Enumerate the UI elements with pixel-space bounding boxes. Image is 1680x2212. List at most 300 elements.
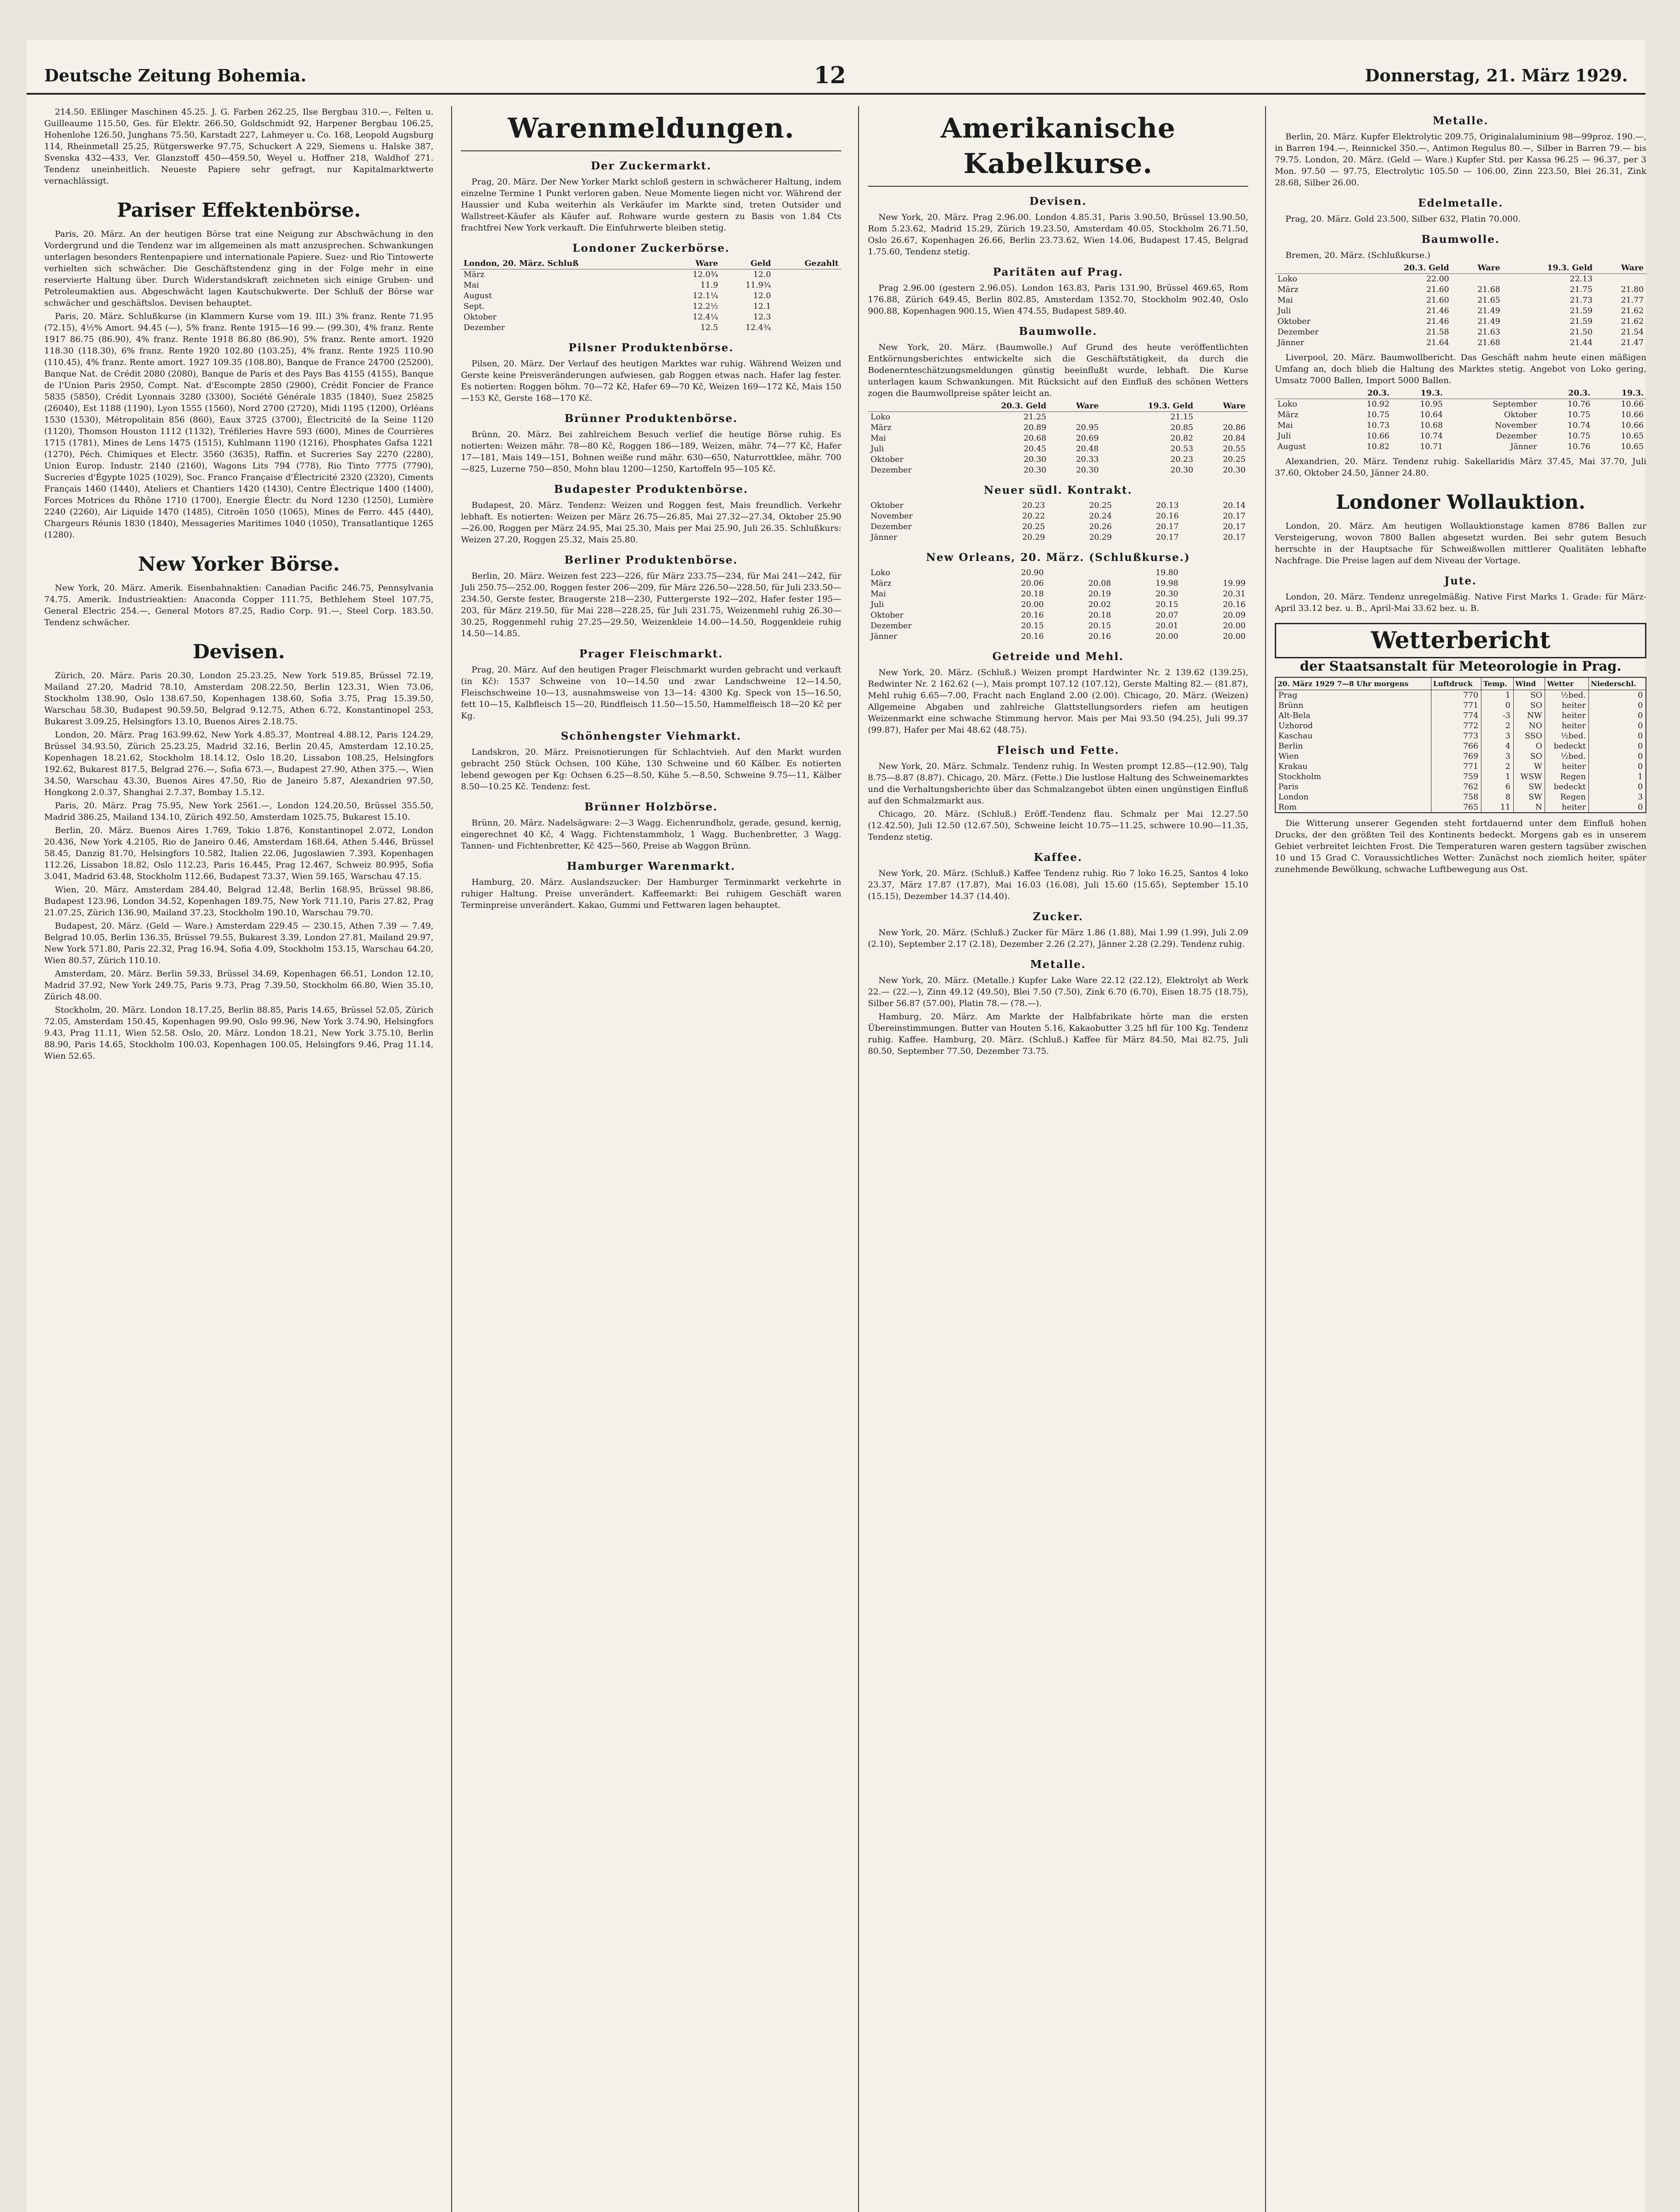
table-cell: SO — [1513, 690, 1545, 701]
table-header-cell: 19.3. — [1593, 388, 1646, 399]
table-cell: 21.59 — [1569, 317, 1593, 326]
liverpool-table — [1275, 388, 1646, 452]
table-cell: 21.65 — [1477, 296, 1500, 305]
table-cell: 20.14 — [1223, 501, 1246, 510]
table-cell: 21.60 — [1426, 296, 1449, 305]
table-row — [1275, 274, 1646, 285]
table-cell: 20.48 — [1076, 444, 1099, 453]
table-cell: 758 — [1431, 792, 1481, 802]
brunn-paragraph: Brünn, 20. März. Bei zahlreichem Besuch verlief die heutige Börse ruhig. Es notierten: Weizen mähr. 78—80 Kč, Roggen 186—189, Weizen, mähr. 74—77 Kč, Hafer 17—181, Mais 149—151, Bohnen weiße rund mähr. 630—650, Naturrottklee, mähr. 700—825, Luzerne 750—850, Mohn blau 1200—1250, Kartoffeln 95—105 Kč. — [461, 430, 841, 474]
table-cell: 20.19 — [1088, 589, 1111, 599]
table-cell: Oktober — [871, 611, 904, 620]
table-cell: 766 — [1431, 741, 1481, 751]
table-cell: 770 — [1431, 690, 1481, 701]
table-cell: 12.1¼ — [692, 291, 718, 300]
meat-fats-paragraph: New York, 20. März. Schmalz. Tendenz ruhig. In Westen prompt 12.85—(12.90), Talg 8.75—8.87 (8.87). Chicago, 20. März. (Fette.) Die lustlose Haltung des Schweinemarktes und die Verhaltungsberichte über das Schmalzangebot übten einen ungünstigen Einfluß auf den Schmalzmarkt aus. — [868, 761, 1248, 806]
table-cell: O — [1513, 741, 1545, 751]
table-cell: Jänner — [871, 632, 898, 641]
table-cell: SO — [1513, 751, 1545, 761]
table-cell: N — [1513, 802, 1545, 813]
table-cell: 0 — [1589, 710, 1646, 721]
table-cell: 21.49 — [1477, 317, 1500, 326]
table-cell: August — [1277, 442, 1306, 451]
table-cell: Kaschau — [1275, 731, 1431, 741]
table-cell: 0 — [1589, 690, 1646, 701]
table-row — [868, 522, 1248, 532]
table-header-cell: Niederschl. — [1589, 677, 1646, 690]
table-cell: Oktober — [1277, 317, 1311, 326]
table-cell: 21.44 — [1569, 338, 1593, 347]
table-cell: Dezember — [871, 465, 912, 475]
table-row — [1275, 399, 1646, 410]
table-cell: Dezember — [1496, 431, 1537, 441]
table-cell: Jänner — [1510, 442, 1537, 451]
table-cell: 20.45 — [1023, 444, 1047, 453]
table-cell: Oktober — [464, 312, 497, 322]
divider — [868, 186, 1248, 187]
table-row — [868, 631, 1248, 642]
table-cell: heiter — [1545, 761, 1589, 772]
table-cell: 20.15 — [1088, 621, 1111, 630]
wool-auction-title: Londoner Wollauktion. — [1335, 491, 1586, 514]
table-cell: Krakau — [1275, 761, 1431, 772]
table-cell: Loko — [871, 568, 890, 577]
timber-title: Brünner Holzbörse. — [584, 800, 718, 813]
new-orleans-table — [868, 568, 1248, 642]
table-cell: Wien — [1275, 751, 1431, 761]
table-row — [1275, 802, 1646, 813]
paris-paragraph: Paris, 20. März. An der heutigen Börse trat eine Neigung zur Abschwächung in den Vordergrund und die Tendenz war im allgemeinen als matt anzusprechen. Schwankungen unterlagen besonders Rentenpapiere und internationale Papiere. Suez- und Rio Tintowerte verhielten sich schwächer. Die Geschäftstendenz ging in der Folge mehr in eine reservierte Haltung über. Durch Widerstandskraft zeichneten sich einige Gruben- und Petroleumaktien aus. Abgeschwächt lagen Kautschukwerte. Der Schluß der Börse war schwächer und geschäftslos. Devisen behauptet. — [44, 229, 433, 308]
table-header-cell: Ware — [1196, 401, 1248, 412]
table-header-cell: 19.3. Geld — [1101, 401, 1196, 412]
new-orleans-title: New Orleans, 20. März. (Schlußkurse.) — [926, 551, 1190, 564]
table-cell: Jänner — [1277, 338, 1304, 347]
hamburg-paragraph: Hamburg, 20. März. Auslandszucker: Der Hamburger Terminmarkt verkehrte in ruhiger Haltung. Preise unverändert. Kaffeemarkt: Bei ruhigem Geschäft waren Terminpreise unverändert. Kakao, Gummi und Fettwaren lagen behauptet. — [461, 877, 841, 910]
table-cell: 12.1 — [753, 302, 771, 311]
table-row — [1275, 741, 1646, 751]
table-cell: 20.55 — [1223, 444, 1246, 453]
table-cell: 10.76 — [1567, 442, 1591, 451]
table-cell: 0 — [1589, 721, 1646, 731]
table-row — [868, 465, 1248, 476]
london-sugar-table — [461, 258, 841, 333]
ny-section-title: New Yorker Börse. — [138, 553, 340, 576]
table-cell — [774, 312, 841, 323]
table-cell: Juli — [1277, 306, 1291, 315]
table-cell: 20.84 — [1223, 434, 1246, 443]
table-cell: 20.16 — [1156, 511, 1179, 521]
table-cell: 11 — [1481, 802, 1514, 813]
table-cell: 20.25 — [1223, 455, 1246, 464]
table-row — [868, 422, 1248, 433]
table-cell: 20.17 — [1223, 511, 1246, 521]
cotton-title: Baumwolle. — [1019, 325, 1097, 338]
table-header-cell: 19.3. Geld — [1503, 263, 1596, 274]
table-cell: März — [1277, 285, 1299, 294]
coffee-title: Kaffee. — [1034, 851, 1082, 864]
table-cell — [774, 291, 841, 301]
table-cell: heiter — [1545, 700, 1589, 710]
column-commodities — [451, 106, 841, 2212]
table-cell: Regen — [1545, 772, 1589, 782]
table-cell: SO — [1513, 700, 1545, 710]
table-cell: Mai — [464, 280, 479, 290]
table-cell: Loko — [1277, 274, 1297, 284]
table-cell: 20.17 — [1223, 533, 1246, 542]
table-cell: 20.30 — [1223, 465, 1246, 475]
meat-market-paragraph: Prag, 20. März. Auf den heutigen Prager Fleischmarkt wurden gebracht und verkauft (in Kč): 1537 Schweine von 10—14.50 und zwar Landschweine 12—14.50, Fleischschweine 10—13, ausnahmsweise von 13—14: 4300 Kg. Speck von 15—16.50, fett 10—15, Kalbfleisch 15—20, Rindfleisch 11.50—15.50, Hammelfleisch 18—20 Kč per Kg. — [461, 665, 841, 721]
table-cell: 20.30 — [1023, 455, 1047, 464]
table-cell: 1 — [1589, 772, 1646, 782]
paris-section-title: Pariser Effektenbörse. — [117, 199, 361, 222]
bremen-label: Bremen, 20. März. (Schlußkurse.) — [1285, 250, 1431, 260]
meat-market-title: Prager Fleischmarkt. — [579, 647, 723, 660]
table-row — [1275, 338, 1646, 348]
table-row — [461, 301, 841, 312]
table-row — [1275, 761, 1646, 772]
table-cell: 12.3 — [753, 312, 771, 322]
devisen-paris: Paris, 20. März. Prag 75.95, New York 2561.—, London 124.20.50, Brüssel 355.50, Madrid 386.25, Mailand 134.10, Zürich 492.50, Amsterdam 1025.75, Bukarest 15.10. — [44, 801, 433, 822]
sugar-ny-paragraph: New York, 20. März. (Schluß.) Zucker für März 1.86 (1.88), Mai 1.99 (1.99), Juli 2.09 (2.10), September 2.17 (2.18), Dezember 2.26 (2.27), Jänner 2.28 (2.29). Tendenz ruhig. — [868, 928, 1248, 949]
commodities-title: Warenmeldungen. — [507, 112, 795, 144]
table-cell: 0 — [1589, 782, 1646, 792]
table-cell: 2 — [1481, 761, 1514, 772]
table-cell: 20.00 — [1021, 600, 1044, 609]
table-cell: 21.77 — [1621, 296, 1644, 305]
table-cell: 20.89 — [1023, 423, 1047, 432]
table-cell: 20.16 — [1021, 611, 1044, 620]
table-cell: 22.13 — [1569, 274, 1593, 284]
table-row — [868, 578, 1248, 589]
table-cell: Dezember — [871, 621, 912, 630]
table-cell: 3 — [1481, 751, 1514, 761]
table-cell: 21.62 — [1621, 306, 1644, 315]
table-cell: 20.06 — [1021, 579, 1044, 588]
parity-title: Paritäten auf Prag. — [993, 265, 1124, 278]
table-cell: 20.00 — [1223, 632, 1246, 641]
table-row — [461, 280, 841, 291]
table-cell: 20.30 — [1155, 589, 1178, 599]
table-cell: 21.80 — [1621, 285, 1644, 294]
southern-contract-table — [868, 500, 1248, 543]
table-header-cell: Wind — [1513, 677, 1545, 690]
weather-report-title: Wetterbericht — [1275, 623, 1646, 658]
table-cell: 20.90 — [1021, 568, 1044, 577]
table-header-cell: Ware — [1595, 263, 1646, 274]
table-cell: Uzhorod — [1275, 721, 1431, 731]
table-cell: WSW — [1513, 772, 1545, 782]
table-row — [1275, 420, 1646, 431]
table-cell: 21.68 — [1477, 338, 1500, 347]
table-cell: 3 — [1481, 731, 1514, 741]
newspaper-page — [27, 40, 1645, 2212]
table-cell: August — [464, 291, 492, 300]
devisen-budapest: Budapest, 20. März. (Geld — Ware.) Amsterdam 229.45 — 230.15, Athen 7.39 — 7.49, Belgrad 10.05, Berlin 136.35, Brüssel 79.55, Bukarest 3.39, London 27.81, Mailand 29.97, New York 571.80, Paris 22.32, Prag 16.94, Sofia 4.09, Stockholm 153.15, Warschau 64.20, Wien 80.57, Zürich 110.10. — [44, 921, 433, 965]
table-cell: 20.82 — [1170, 434, 1193, 443]
table-cell: Regen — [1545, 792, 1589, 802]
table-cell: 21.62 — [1621, 317, 1644, 326]
table-cell — [774, 280, 841, 291]
table-cell: 12.0 — [753, 270, 771, 279]
table-cell: Mai — [1277, 296, 1293, 305]
table-cell: 771 — [1431, 700, 1481, 710]
devisen-amsterdam: Amsterdam, 20. März. Berlin 59.33, Brüssel 34.69, Kopenhagen 66.51, London 12.10, Madrid 37.92, New York 249.75, Paris 9.73, Prag 7.39.50, Stockholm 66.80, Wien 35.10, Zürich 48.00. — [44, 969, 433, 1002]
table-cell: 19.80 — [1155, 568, 1178, 577]
table-cell: 20.69 — [1076, 434, 1099, 443]
table-cell: 10.68 — [1420, 421, 1443, 430]
table-cell: 22.00 — [1426, 274, 1449, 284]
table-cell: 10.82 — [1366, 442, 1390, 451]
table-cell: 769 — [1431, 751, 1481, 761]
table-cell: 762 — [1431, 782, 1481, 792]
chicago-paragraph: Chicago, 20. März. (Schluß.) Eröff.-Tendenz flau. Schmalz per Mai 12.27.50 (12.42.50), Juli 12.50 (12.67.50), Schweine leicht 10.75—11.25, schwere 10.90—11.35, Tendenz stetig. — [868, 809, 1248, 842]
table-cell: NO — [1513, 721, 1545, 731]
table-header-cell: London, 20. März. Schluß — [461, 258, 668, 269]
table-row — [1275, 772, 1646, 782]
table-cell: 773 — [1431, 731, 1481, 741]
metals-ny-title: Metalle. — [1030, 958, 1086, 971]
parity-paragraph: Prag 2.96.00 (gestern 2.96.05). London 163.83, Paris 131.90, Brüssel 469.65, Rom 176.88, Zürich 649.45, Berlin 802.85, Amsterdam 1352.70, Stockholm 902.40, Oslo 900.88, Kopenhagen 900.15, Wien 474.55, Budapest 589.40. — [868, 283, 1248, 316]
table-row — [868, 454, 1248, 465]
table-cell: 0 — [1589, 761, 1646, 772]
table-cell: Mai — [1277, 421, 1293, 430]
table-cell: 765 — [1431, 802, 1481, 813]
table-row — [1275, 710, 1646, 721]
table-row — [1275, 731, 1646, 741]
devisen-london: London, 20. März. Prag 163.99.62, New York 4.85.37, Montreal 4.88.12, Paris 124.29, Brüssel 34.93.50, Zürich 25.23.25, Madrid 32.16, Berlin 20.45, Amsterdam 12.10.25, Kopenhagen 18.21.62, Stockholm 18.14.12, Oslo 18.20, Lissabon 108.25, Helsingfors 192.62, Bukarest 817.5, Belgrad 276.—, Sofia 673.—, Budapest 27.90, Athen 375.—, Wien 34.50, Warschau 43.30, Buenos Aires 47.50, Rio de Janeiro 5.87, Alexandrien 97.50, Hongkong 2.0.37, Shanghai 2.7.37, Bombay 1.5.12. — [44, 730, 433, 797]
table-cell: November — [1495, 421, 1537, 430]
devisen-paragraph: New York, 20. März. Prag 2.96.00. London 4.85.31, Paris 3.90.50, Brüssel 13.90.50, Rom 5.23.62, Madrid 15.29, Zürich 19.23.50, Amsterdam 40.05, Stockholm 26.71.50, Oslo 26.67, Kopenhagen 26.66, Berlin 23.73.62, Wien 14.06, Budapest 17.45, Belgrad 1.75.60, Tendenz stetig. — [868, 212, 1248, 257]
table-cell: 10.71 — [1420, 442, 1443, 451]
weather-report-subtitle: der Staatsanstalt für Meteorologie in Prag. — [1300, 659, 1622, 674]
table-cell: 20.24 — [1089, 511, 1112, 521]
table-cell: März — [871, 579, 892, 588]
ny-paragraph: New York, 20. März. Amerik. Eisenbahnaktien: Canadian Pacific 246.75, Pennsylvania 74.75. Amerik. Industrieaktien: Anaconda Copper 111.75, Bethlehem Steel 107.75, General Electric 254.—, General Motors 87.25, Radio Corp. 91.—, Steel Corp. 183.50. Tendenz schwächer. — [44, 583, 433, 627]
table-row — [1275, 792, 1646, 802]
table-cell: 21.54 — [1621, 327, 1644, 337]
wool-auction-paragraph: London, 20. März. Am heutigen Wollauktionstage kamen 8786 Ballen zur Versteigerung, wovon 7800 Ballen abgesetzt wurden. Bei sehr gutem Besuch herrschte in der Hauptsache für Schweißwollen mittlerer Qualitäten lebhafte Nachfrage. Die Preise lagen auf dem Niveau der Vortage. — [1275, 521, 1646, 565]
table-cell — [1049, 412, 1101, 423]
budapest-title: Budapester Produktenbörse. — [554, 483, 748, 495]
budapest-paragraph: Budapest, 20. März. Tendenz: Weizen und Roggen fest, Mais freundlich. Verkehr lebhaft. Es notierten: Weizen per März 26.75—26.85, Mai 27.32—27.34, Oktober 25.90—26.00, Roggen per März 24.95, Mai 25.30, Mais per Mai 25.90, Juli 26.35. Schlußkurs: Weizen 27.20, Roggen 25.32, Mais 25.80. — [461, 500, 841, 545]
table-cell: 20.31 — [1223, 589, 1246, 599]
table-cell — [1595, 274, 1646, 285]
table-header-cell: Luftdruck — [1431, 677, 1481, 690]
table-header-cell: 19.3. — [1392, 388, 1446, 399]
liverpool-paragraph: Liverpool, 20. März. Baumwollbericht. Das Geschäft nahm heute einen mäßigen Umfang an, doch blieb die Haltung des Marktes stetig. Angebot von Loko gering, Umsatz 7000 Ballen, Import 5000 Ballen. — [1275, 353, 1646, 385]
table-row — [868, 589, 1248, 599]
devisen-title: Devisen. — [1029, 195, 1087, 207]
cotton-paragraph: New York, 20. März. (Baumwolle.) Auf Grund des heute veröffentlichten Entkörnungsberichtes entwickelte sich die Geschäftstätigkeit, da durch die Bodenernteschätzungsmeldungen günstig beeinflußt wurde, lebhaft. Die Kurse unterlagen kaum Schwankungen. Mit Rücksicht auf den Einfluß des schönen Wetters zogen die Baumwollpreise später leicht an. — [868, 342, 1248, 398]
table-cell: März — [1277, 410, 1299, 419]
bremen-table — [1275, 263, 1646, 348]
table-cell: 20.26 — [1089, 522, 1112, 531]
table-cell: 10.74 — [1420, 431, 1443, 441]
table-row — [461, 312, 841, 323]
table-cell: 20.16 — [1088, 632, 1111, 641]
sugar-ny-title: Zucker. — [1032, 910, 1084, 923]
table-row — [868, 444, 1248, 454]
table-row — [868, 511, 1248, 522]
precious-metals-title: Edelmetalle. — [1418, 196, 1504, 209]
table-cell: SSO — [1513, 731, 1545, 741]
table-cell: Juli — [871, 600, 884, 609]
table-cell: 21.59 — [1569, 306, 1593, 315]
jute-title: Jute. — [1444, 574, 1477, 587]
table-cell: 772 — [1431, 721, 1481, 731]
table-cell: 20.18 — [1088, 611, 1111, 620]
brunn-title: Brünner Produktenbörse. — [564, 412, 738, 425]
sugar-title: Der Zuckermarkt. — [591, 159, 712, 172]
table-cell: 0 — [1589, 751, 1646, 761]
table-cell: Alt-Bela — [1275, 710, 1431, 721]
table-cell: 20.18 — [1021, 589, 1044, 599]
table-cell: 0 — [1589, 731, 1646, 741]
meat-fats-title: Fleisch und Fette. — [997, 744, 1120, 757]
table-header-cell — [868, 401, 955, 412]
table-cell: Mai — [871, 589, 886, 599]
table-cell: 20.13 — [1156, 501, 1179, 510]
table-cell: 10.65 — [1621, 431, 1644, 441]
page-header — [27, 58, 1645, 95]
devisen-section-title: Devisen. — [192, 641, 285, 663]
table-cell: 21.49 — [1477, 306, 1500, 315]
table-cell: 20.23 — [1170, 455, 1193, 464]
table-cell: November — [871, 511, 913, 521]
table-header-cell: Ware — [1049, 401, 1101, 412]
table-cell: 10.92 — [1366, 399, 1390, 409]
devisen-zurich: Zürich, 20. März. Paris 20.30, London 25.23.25, New York 519.85, Brüssel 72.19, Mailand 27.20, Madrid 78.10, Amsterdam 208.22.50, Berlin 123.31, Wien 73.06, Stockholm 138.90, Oslo 138.67.50, Kopenhagen 138.60, Sofia 3.75, Prag 15.39.50, Warschau 58.30, Budapest 90.59.50, Belgrad 9.12.75, Athen 6.72, Konstantinopel 253, Bukarest 3.09.25, Helsingfors 13.10, Buenos Aires 2.18.75. — [44, 671, 433, 726]
table-row — [868, 621, 1248, 631]
table-cell: 8 — [1481, 792, 1514, 802]
table-header-cell — [1275, 388, 1339, 399]
issue-date: Donnerstag, 21. März 1929. — [1365, 65, 1628, 85]
table-cell: 20.15 — [1155, 600, 1178, 609]
table-cell: 0 — [1481, 700, 1514, 710]
jute-paragraph: London, 20. März. Tendenz unregelmäßig. Native First Marks 1. Grade: für März-April 33.12 bez. u. B., April-Mai 33.62 bez. u. B. — [1275, 592, 1646, 613]
table-cell: ½bed. — [1545, 690, 1589, 701]
table-cell: 20.53 — [1170, 444, 1193, 453]
table-cell: 0 — [1589, 802, 1646, 813]
table-header-cell: Geld — [721, 258, 774, 269]
table-cell: 12.4¼ — [692, 312, 718, 322]
table-cell: 20.25 — [1022, 522, 1045, 531]
metals-ny-paragraph: New York, 20. März. (Metalle.) Kupfer Lake Ware 22.12 (22.12), Elektrolyt ab Werk 22.— (22.—), Zinn 49.12 (49.50), Blei 7.50 (7.50), Zink 6.70 (6.70), Eisen 18.75 (18.75), Silber 56.87 (57.00), Platin 78.— (78.—). — [868, 975, 1248, 1008]
table-row — [868, 599, 1248, 610]
london-sugar-title: Londoner Zuckerbörse. — [572, 242, 730, 254]
coffee-paragraph: New York, 20. März. (Schluß.) Kaffee Tendenz ruhig. Rio 7 loko 16.25, Santos 4 loko 23.37, März 17.87 (17.87), Mai 16.03 (16.08), Juli 15.60 (15.65), September 15.10 (15.15), Dezember 14.37 (14.40). — [868, 868, 1248, 901]
intro-paragraph: 214.50. Eßlinger Maschinen 45.25. J. G. Farben 262.25, Ilse Bergbau 310.—, Felten u. Guilleaume 115.50, Ges. für Elektr. 266.50, Goldschmidt 92, Harpener Bergbau 106.25, Hohenlohe 126.50, Junghans 75.50, Karstadt 227, Lahmeyer u. Co. 168, Leopold Augsburg 114, Rheinmetall 25.25, Rütgerswerke 97.75, Schuckert A 229, Siemens u. Halske 387, Svenska 432—433, Ver. Glanzstoff 450—459.50, Weyel u. Hoffner 218, Waldhof 271. Tendenz uneinheitlich. Neueste Papiere sehr gefragt, nur Kapitalmarktwerte vernachlässigt. — [44, 107, 433, 186]
table-cell: 12.0¾ — [692, 270, 718, 279]
table-cell: 11.9¾ — [745, 280, 771, 290]
table-row — [1275, 751, 1646, 761]
table-cell: 20.29 — [1089, 533, 1112, 542]
table-cell: 20.22 — [1022, 511, 1045, 521]
cotton-title: Baumwolle. — [1421, 233, 1500, 246]
table-cell — [774, 301, 841, 312]
sugar-paragraph: Prag, 20. März. Der New Yorker Markt schloß gestern in schwächerer Haltung, indem einzelne Termine 1 Punkt verloren gaben. Neue Momente liegen nicht vor. Während der Haussier und Kuba weiterhin als Verkäufer im Markte sind, treten Outsider und Wallstreet-Käufer als Käufer auf. Rohware wurde gestern zu Basis von 1.84 Cts frachtfrei New York verkauft. Die Einfuhrwerte bleiben stetig. — [461, 177, 841, 233]
table-cell: 21.75 — [1569, 285, 1593, 294]
table-cell: September — [1492, 399, 1537, 409]
table-cell: bedeckt — [1545, 782, 1589, 792]
table-cell: März — [464, 270, 485, 279]
table-cell: London — [1275, 792, 1431, 802]
table-row — [1275, 295, 1646, 306]
devisen-stockholm: Stockholm, 20. März. London 18.17.25, Berlin 88.85, Paris 14.65, Brüssel 52.05, Zürich 72.05, Amsterdam 150.45, Kopenhagen 99.90, Oslo 99.96, New York 3.74.90, Helsingfors 9.43, Prag 11.11, Wien 52.58. Oslo, 20. März. London 18.21, New York 3.75.10, Berlin 88.90, Paris 14.65, Stockholm 100.03, Kopenhagen 100.05, Helsingfors 9.46, Prag 11.14, Wien 52.65. — [44, 1005, 433, 1061]
table-cell — [1196, 412, 1248, 423]
table-cell: 20.00 — [1223, 621, 1246, 630]
table-row — [1275, 700, 1646, 710]
table-cell: 12.4¾ — [745, 323, 771, 332]
table-cell: Brünn — [1275, 700, 1431, 710]
table-header-cell: 20. März 1929 7—8 Uhr morgens — [1275, 677, 1431, 690]
precious-metals-paragraph: Prag, 20. März. Gold 23.500, Silber 632, Platin 70.000. — [1285, 214, 1521, 224]
table-cell: 1 — [1481, 772, 1514, 782]
table-cell: heiter — [1545, 802, 1589, 813]
table-row — [1275, 721, 1646, 731]
table-cell: 20.86 — [1223, 423, 1246, 432]
table-header-cell: Wetter — [1545, 677, 1589, 690]
column-cable-rates — [858, 106, 1248, 2212]
table-cell: 21.15 — [1170, 412, 1193, 422]
divider — [461, 150, 841, 151]
hamburg-title: Hamburger Warenmarkt. — [567, 860, 736, 872]
table-cell: Berlin — [1275, 741, 1431, 751]
table-cell: 21.46 — [1426, 306, 1449, 315]
weather-table — [1275, 677, 1646, 813]
column-stock-markets — [44, 106, 433, 2212]
table-cell: 10.76 — [1567, 399, 1591, 409]
table-cell: ½bed. — [1545, 751, 1589, 761]
cattle-market-title: Schönhengster Viehmarkt. — [560, 730, 742, 742]
table-cell: 20.25 — [1089, 501, 1112, 510]
table-header-cell: 20.3. Geld — [955, 401, 1049, 412]
table-cell: Prag — [1275, 690, 1431, 701]
table-cell: 21.63 — [1477, 327, 1500, 337]
table-row — [868, 433, 1248, 444]
metals-paragraph: Berlin, 20. März. Kupfer Elektrolytic 209.75, Originalaluminium 98—99proz. 190.—, in Barren 194.—, Reinnickel 350.—, Antimon Regulus 80.—, Silber in Barren 79.— bis 79.75. London, 20. März. (Geld — Ware.) Kupfer Std. per Kassa 96.25 — 96.37, per 3 Mon. 97.50 — 97.75, Electrolytic 105.50 — 106.00, Zinn 223.50, Blei 26.31, Zink 28.68, Silber 26.00. — [1275, 132, 1646, 188]
table-cell: 10.65 — [1621, 442, 1644, 451]
table-row — [1275, 327, 1646, 338]
table-cell: 20.16 — [1021, 632, 1044, 641]
table-cell: 10.75 — [1567, 410, 1591, 419]
table-cell: 10.66 — [1366, 431, 1390, 441]
table-cell: 20.17 — [1156, 522, 1179, 531]
page-number: 12 — [814, 62, 846, 89]
table-cell: 20.02 — [1088, 600, 1111, 609]
table-cell: 21.73 — [1569, 296, 1593, 305]
table-cell: 21.68 — [1477, 285, 1500, 294]
table-cell: 19.98 — [1155, 579, 1178, 588]
table-cell: Loko — [1277, 399, 1297, 409]
berlin-title: Berliner Produktenbörse. — [564, 553, 738, 566]
table-cell: 0 — [1589, 700, 1646, 710]
table-cell: Dezember — [464, 323, 505, 332]
table-cell: 21.47 — [1621, 338, 1644, 347]
newspaper-name: Deutsche Zeitung Bohemia. — [44, 65, 307, 85]
table-cell: 19.99 — [1223, 579, 1246, 588]
table-header-cell: 20.3. — [1339, 388, 1392, 399]
table-row — [868, 532, 1248, 543]
table-cell: 20.30 — [1023, 465, 1047, 475]
cattle-market-paragraph: Landskron, 20. März. Preisnotierungen für Schlachtvieh. Auf den Markt wurden gebracht 250 Stück Ochsen, 100 Kühe, 130 Schweine und 60 Kälber. Es notierten lebend gewogen per Kg: Ochsen 6.25—8.50, Kühe 5.—8.50, Schweine 9.75—11, Kälber 8.50—10.25 Kč. Tendenz: fest. — [461, 747, 841, 791]
devisen-wien: Wien, 20. März. Amsterdam 284.40, Belgrad 12.48, Berlin 168.95, Brüssel 98.86, Budapest 123.96, London 34.52, Kopenhagen 189.75, New York 711.10, Paris 27.82, Prag 21.07.25, Zürich 136.90, Mailand 37.23, Stockholm 190.10, Warschau 79.70. — [44, 885, 433, 918]
table-cell: 21.64 — [1426, 338, 1449, 347]
table-cell: 771 — [1431, 761, 1481, 772]
weather-paragraph: Die Witterung unserer Gegenden steht fortdauernd unter dem Einfluß hohen Drucks, der den größten Teil des Kontinents bedeckt. Morgens gab es in unserem Gebiet verbreitet leichten Frost. Die Temperaturen waren gestern tagsüber zwischen 10 und 15 Grad C. Voraussichtliches Wetter: Zunächst noch ziemlich heiter, später zunehmende Bewölkung, schwache Luftbewegung aus Ost. — [1275, 818, 1646, 874]
table-cell: 20.07 — [1155, 611, 1178, 620]
ny-cotton-table — [868, 401, 1248, 476]
